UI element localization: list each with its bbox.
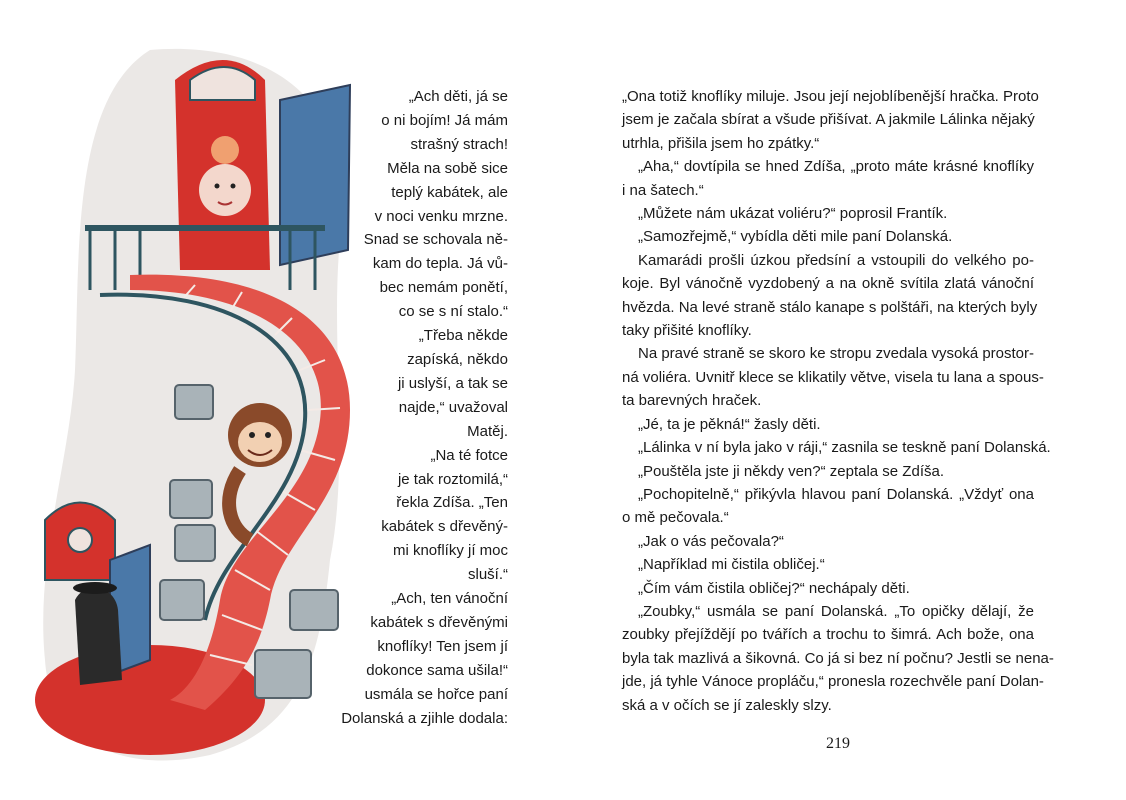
text-line: kabátek s dřevěný- [381, 518, 508, 536]
text-line: „Lálinka v ní byla jako v ráji,“ zasnila se teskně paní Dolanská. [638, 439, 1051, 457]
text-line: Kamarádi prošli úzkou předsíní a vstoupili do velkého po- [638, 251, 1034, 269]
text-line: mi knoflíky jí moc [392, 542, 508, 560]
text-line: kam do tepla. Já vů- [372, 255, 508, 273]
text-line: „Pochopitelně,“ přikývla hlavou paní Dolanská. „Vždyť ona [638, 485, 1034, 503]
right-text-column [622, 85, 1054, 717]
text-line: „Ach děti, já se [408, 88, 508, 105]
text-line: Měla na sobě sice [387, 159, 508, 177]
text-line: „Ach, ten vánoční [391, 590, 508, 608]
text-line: o mě pečovala.“ [622, 509, 729, 527]
page-number: 219 [826, 735, 850, 752]
text-line: utrhla, přišila jsem ho zpátky.“ [622, 134, 820, 152]
staircase-illustration [30, 40, 360, 770]
text-line: je tak roztomilá,“ [397, 470, 508, 488]
text-line: „Ona totiž knoflíky miluje. Jsou její nejoblíbenější hračka. Proto [622, 88, 1039, 105]
text-line: zoubky přejíždějí po tvářích a trochu to šimrá. Ach bože, ona [622, 626, 1034, 644]
left-text-column [318, 85, 508, 730]
text-line: „Zoubky,“ usmála se paní Dolanská. „To opičky dělají, že [638, 602, 1034, 620]
text-line: v noci venku mrzne. [374, 207, 508, 225]
text-line: „Na té fotce [430, 446, 508, 464]
text-line: najde,“ uvažoval [398, 398, 508, 416]
text-line: „Samozřejmě,“ vybídla děti mile paní Dolanská. [638, 228, 953, 246]
text-line: i na šatech.“ [622, 181, 704, 199]
text-line: „Jak o vás pečovala?“ [638, 532, 784, 550]
text-line: co se s ní stalo.“ [398, 303, 508, 321]
text-line: dokonce sama ušila!“ [366, 661, 508, 679]
text-line: „Čím vám čistila obličej?“ nechápaly děti. [638, 579, 910, 597]
text-line: jde, já tyhle Vánoce propláču,“ pronesla rozechvěle paní Dolan- [622, 673, 1044, 691]
text-line: Na pravé straně se skoro ke stropu zvedala vysoká prostor- [638, 345, 1035, 363]
text-line: sluší.“ [467, 566, 508, 584]
text-line: hvězda. Na levé straně stálo kanape s polštáři, na kterých byly [622, 298, 1038, 316]
text-line: strašný strach! [410, 135, 508, 153]
text-line: knoflíky! Ten jsem jí [377, 637, 508, 655]
text-line: Snad se schovala ně- [363, 231, 508, 249]
text-line: koje. Byl vánočně vyzdobený a na okně svítila zlatá vánoční [622, 275, 1034, 293]
text-line: teplý kabátek, ale [391, 183, 508, 201]
text-line: zapíská, někdo [407, 350, 508, 368]
text-line: usmála se hořce paní [364, 685, 508, 703]
text-line: byla tak mazlivá a šikovná. Co já si bez ní počnu? Jestli se nena- [622, 649, 1054, 667]
text-line: Dolanská a zjihle dodala: [341, 709, 508, 727]
text-line: taky přišité knoflíky. [622, 322, 752, 340]
text-line: „Můžete nám ukázat voliéru?“ poprosil Frantík. [638, 205, 948, 223]
text-line: „Aha,“ dovtípila se hned Zdíša, „proto máte krásné knoflíky [638, 158, 1034, 176]
text-line: řekla Zdíša. „Ten [396, 494, 508, 512]
text-line: bec nemám ponětí, [379, 279, 508, 297]
text-line: „Třeba někde [418, 327, 508, 345]
text-line: kabátek s dřevěnými [370, 613, 508, 631]
text-line: jsem je začala sbírat a všude přišívat. A jakmile Lálinka nějaký [622, 111, 1035, 129]
text-line: Matěj. [467, 422, 508, 440]
text-line: ji uslyší, a tak se [397, 374, 508, 392]
text-line: „Například mi čistila obličej.“ [638, 556, 825, 574]
text-line: ská a v očích se jí zaleskly slzy. [622, 696, 832, 714]
text-line: ná voliéra. Uvnitř klece se klikatily větve, visela tu lana a spous- [622, 368, 1044, 386]
text-line: ta barevných hraček. [622, 392, 762, 410]
text-line: „Pouštěla jste ji někdy ven?“ zeptala se Zdíša. [638, 462, 944, 480]
text-line: „Jé, ta je pěkná!“ žasly děti. [638, 415, 821, 433]
text-line: o ni bojím! Já mám [381, 111, 508, 129]
